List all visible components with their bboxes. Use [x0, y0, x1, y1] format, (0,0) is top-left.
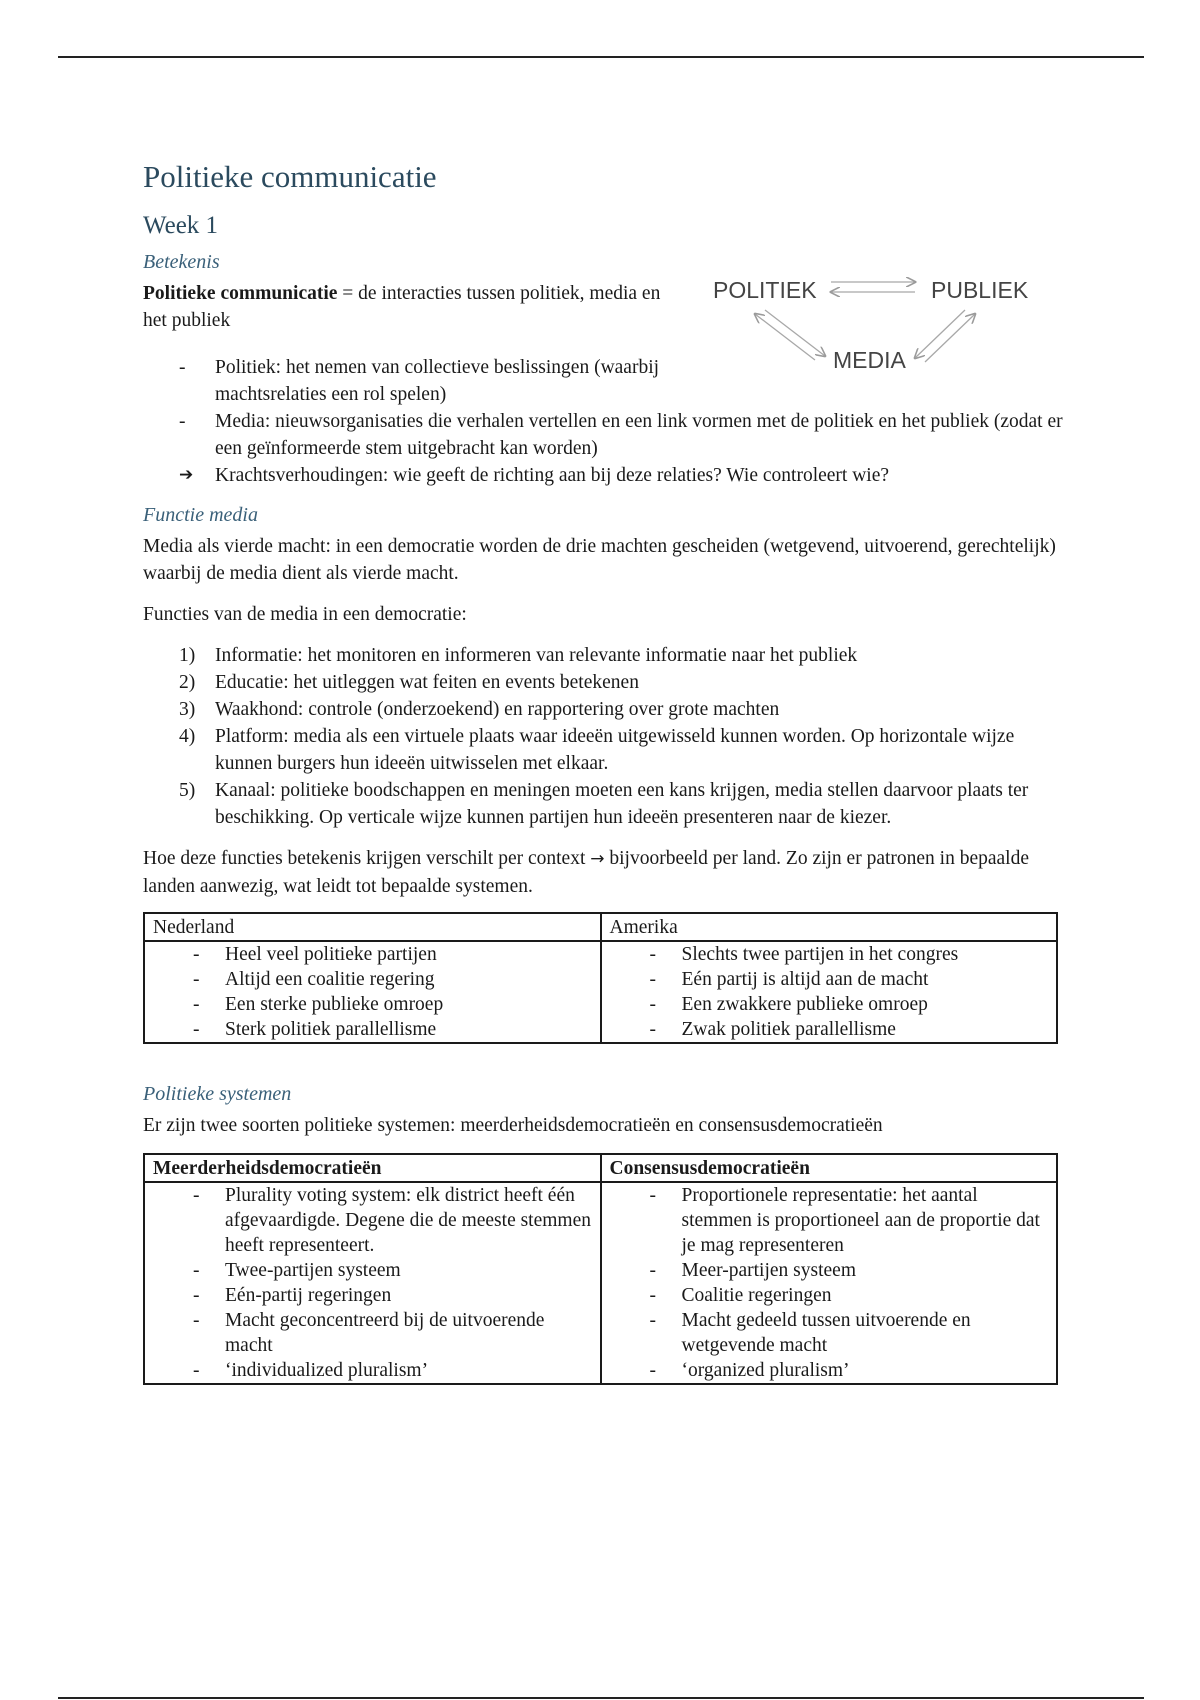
- landen-vergelijking-table: [143, 912, 1058, 1044]
- definition-text: = de interacties tussen politiek, media en het publiek: [143, 282, 661, 331]
- list-item: - Plurality voting system: elk district heeft één afgevaardigde. Degene die de meeste stemmen heeft representeert.: [193, 1184, 591, 1256]
- list-item: - Sterk politiek parallellisme: [193, 1018, 437, 1040]
- list-item: - Heel veel politieke partijen: [193, 943, 437, 965]
- definition-block: [143, 276, 1063, 373]
- list-item: 5) Kanaal: politieke boodschappen en meningen moeten een kans krijgen, media stellen daarvoor plaats ter beschikking. Op verticale wijze kunnen partijen hun ideeën presenteren naar de kiezer.: [179, 779, 1029, 828]
- list-item: - Een sterke publieke omroep: [193, 993, 444, 1015]
- functie-media-intro: Media als vierde macht: in een democratie worden de drie machten gescheiden (wetgevend, uitvoerend, gerechtelijk) waarbij de media dient als vierde macht.: [143, 535, 1056, 584]
- list-item: - ‘organized pluralism’: [649, 1359, 850, 1381]
- heading-politieke-systemen: Politieke systemen: [143, 1082, 292, 1105]
- list-item: - Zwak politiek parallellisme: [649, 1018, 896, 1040]
- table-header-amerika: Amerika: [601, 913, 1058, 941]
- table-cell-meerderheid: [144, 1182, 601, 1384]
- list-item: - Altijd een coalitie regering: [193, 968, 435, 990]
- democratieen-vergelijking-table: [143, 1153, 1058, 1385]
- definition-term: Politieke communicatie: [143, 282, 338, 304]
- arrow-politiek-media: [765, 310, 825, 356]
- list-item: - Meer-partijen systeem: [649, 1259, 857, 1281]
- bottom-rule: [58, 1697, 1144, 1699]
- context-paragraph: Hoe deze functies betekenis krijgen verschilt per context → bijvoorbeeld per land. Zo zijn er patronen in bepaalde landen aanwezig, wat leidt tot bepaalde systemen.: [143, 847, 1030, 897]
- table-header-nederland: Nederland: [144, 913, 601, 941]
- top-rule: [58, 56, 1144, 58]
- arrow-icon: ➔: [179, 464, 194, 485]
- definition-paragraph: [143, 280, 663, 334]
- list-item: 2) Educatie: het uitleggen wat feiten en events betekenen: [179, 671, 639, 693]
- table-cell-consensus: [601, 1182, 1058, 1384]
- list-item: - Twee-partijen systeem: [193, 1259, 401, 1281]
- week-heading: Week 1: [143, 212, 219, 240]
- politieke-systemen-intro: Er zijn twee soorten politieke systemen: meerderheidsdemocratieën en consensusdemocratieën: [143, 1114, 883, 1136]
- list-item: - Coalitie regeringen: [649, 1284, 832, 1306]
- table-header-meerderheid: Meerderheidsdemocratieën: [144, 1154, 601, 1182]
- heading-betekenis: Betekenis: [143, 250, 220, 273]
- list-item: - Politiek: het nemen van collectieve beslissingen (waarbij machtsrelaties een rol spelen): [179, 356, 660, 405]
- table-header-consensus: Consensusdemocratieën: [601, 1154, 1058, 1182]
- list-item: - Proportionele representatie: het aantal stemmen is proportioneel aan de proportie dat je mag representeren: [649, 1184, 1040, 1256]
- document-page: [143, 150, 1063, 1385]
- arrow-media-politiek: [755, 314, 815, 360]
- diagram-label-publiek: PUBLIEK: [931, 276, 1029, 303]
- list-item: - Een zwakkere publieke omroep: [649, 993, 928, 1015]
- table-cell-amerika: [601, 941, 1058, 1043]
- heading-functie-media: Functie media: [143, 503, 258, 526]
- list-item: - Eén partij is altijd aan de macht: [649, 968, 929, 990]
- page-title: Politieke communicatie: [143, 159, 437, 194]
- diagram-label-media: MEDIA: [833, 346, 906, 373]
- list-item: - Macht gedeeld tussen uitvoerende en wetgevende macht: [649, 1309, 971, 1356]
- arrow-publiek-media: [915, 310, 965, 358]
- table-cell-nederland: [144, 941, 601, 1043]
- list-item: - Eén-partij regeringen: [193, 1284, 392, 1306]
- list-item: 1) Informatie: het monitoren en informeren van relevante informatie naar het publiek: [179, 644, 858, 666]
- list-item: - Macht geconcentreerd bij de uitvoerende macht: [193, 1309, 545, 1356]
- list-item: 4) Platform: media als een virtuele plaats waar ideeën uitgewisseld kunnen worden. Op horizontale wijze kunnen burgers hun ideeën uitwisselen met elkaar.: [179, 725, 1015, 774]
- functies-list: [143, 642, 1063, 831]
- list-item: - Media: nieuwsorganisaties die verhalen vertellen en een link vormen met de politiek en het publiek (zodat er een geïnformeerde stem uitgebracht kan worden): [179, 410, 1063, 459]
- functies-list-intro: Functies van de media in een democratie:: [143, 603, 467, 625]
- list-item: - ‘individualized pluralism’: [193, 1359, 429, 1381]
- diagram-label-politiek: POLITIEK: [713, 276, 817, 303]
- politiek-media-publiek-diagram: [703, 268, 1063, 388]
- arrow-icon: →: [590, 848, 605, 869]
- list-item: 3) Waakhond: controle (onderzoekend) en rapportering over grote machten: [179, 698, 780, 720]
- arrow-media-publiek: [925, 314, 975, 362]
- list-item: - Slechts twee partijen in het congres: [649, 943, 959, 965]
- arrow-list-item: ➔ Krachtsverhoudingen: wie geeft de richting aan bij deze relaties? Wie controleert wie?: [143, 462, 1063, 489]
